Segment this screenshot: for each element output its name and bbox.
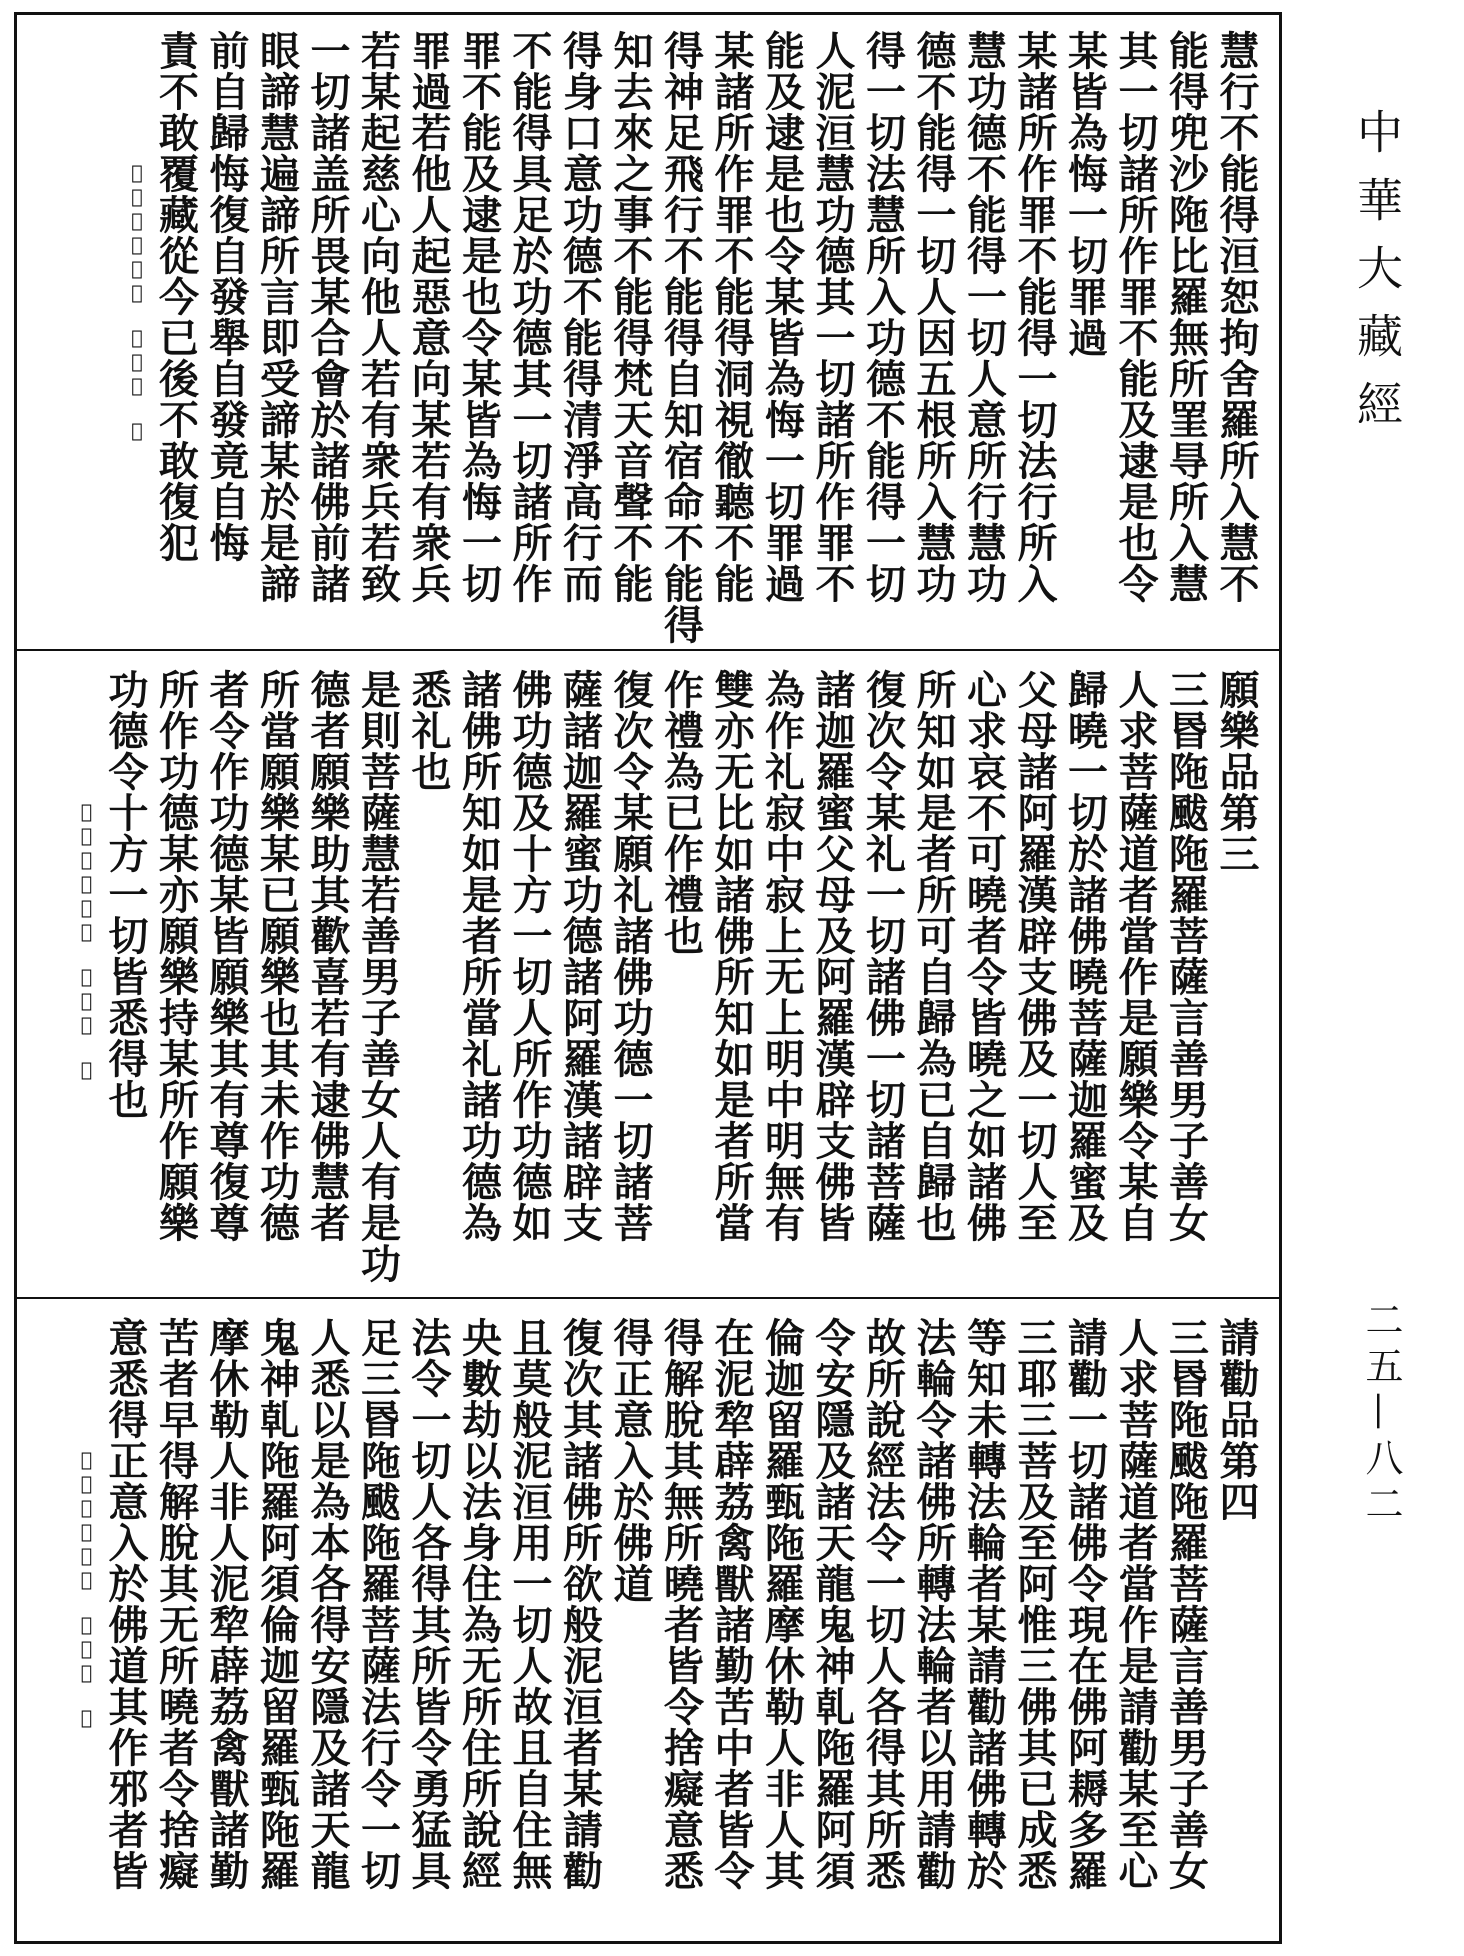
text-column: 所作功德某亦願樂持某所作願樂 xyxy=(152,669,200,1243)
text-column: 三昬陁颰陁羅菩薩言善男子善女 xyxy=(1162,669,1210,1243)
text-column: 功德令十方一切皆悉得也 xyxy=(102,669,149,1120)
margin-note: 𢧐陁羅菩薩經 第五張 念 xyxy=(75,801,98,1083)
text-column: 所當願樂某已願樂也其未作功德 xyxy=(253,669,301,1243)
text-column: 某諸所作罪不能得洞視徹聽不能 xyxy=(708,30,755,604)
text-column: 人悉以是為本各得安隱及諸天龍 xyxy=(304,1317,351,1891)
side-page-number: 二五—八二 xyxy=(1359,1300,1403,1530)
text-column: 在泥犂薜荔禽獸諸勤苦中者皆令 xyxy=(708,1317,755,1891)
text-column: 作禮為已作禮也 xyxy=(657,669,705,956)
text-column: 心求哀不可曉者令皆曉之如諸佛 xyxy=(960,669,1008,1243)
text-column: 能及逮是也令某皆為悔一切罪過 xyxy=(758,30,806,604)
text-column: 得神足飛行不能得自知宿命不能得 xyxy=(657,30,705,645)
text-column: 復次其諸佛所欲般泥洹者某請勸 xyxy=(556,1317,604,1891)
text-column: 三昬陁颰陁羅菩薩言善男子善女 xyxy=(1162,1317,1210,1891)
text-column: 一切諸盖所畏某合會於諸佛前諸 xyxy=(304,30,351,604)
text-column: 足三昬陁颰陁羅菩薩法行令一切 xyxy=(354,1317,402,1891)
text-column: 薩諸迦羅蜜功德諸阿羅漢諸辟支 xyxy=(556,669,604,1243)
text-column: 為作礼寂中寂上无上明中明無有 xyxy=(758,669,806,1243)
text-column: 得身口意功德不能得清淨高行而 xyxy=(556,30,604,604)
text-column: 慧行不能得洹恕拘舍羅所入慧不 xyxy=(1213,30,1260,604)
text-column: 故所說經法令一切人各得其所悉 xyxy=(859,1317,907,1891)
text-column: 諸迦羅蜜父母及阿羅漢辟支佛皆 xyxy=(809,669,856,1243)
sutra-section-1 xyxy=(14,12,1282,649)
text-column: 某皆為悔一切罪過 xyxy=(1061,30,1109,358)
text-column: 所知如是者所可自歸為已自歸也 xyxy=(910,669,957,1243)
text-column: 罪過若他人起惡意向某若有衆兵 xyxy=(405,30,452,604)
text-column: 諸佛所知如是者所當礼諸功德為 xyxy=(455,669,503,1243)
text-column: 慧功德不能得一切人意所行慧功 xyxy=(960,30,1008,604)
text-column: 眼諦慧遍諦所言即受諦某於是諦 xyxy=(253,30,301,604)
text-column: 雙亦无比如諸佛所知如是者所當 xyxy=(708,669,755,1243)
text-column: 得正意入於佛道 xyxy=(607,1317,654,1604)
text-column: 人求菩薩道者當作是請勸某至心 xyxy=(1112,1317,1159,1891)
text-column: 復次令某礼一切諸佛一切諸菩薩 xyxy=(859,669,907,1243)
text-column: 是則菩薩慧若善男子善女人有是功 xyxy=(354,669,402,1284)
margin-note: 𢧐陁羅菩薩經 第四張 念 xyxy=(126,162,148,444)
text-column: 者令作功德某皆願樂其有尊復尊 xyxy=(203,669,250,1243)
side-title: 中華大藏經 xyxy=(1350,108,1404,448)
text-column: 德不能得一切人因五根所入慧功 xyxy=(910,30,957,604)
text-column: 令安隱及諸天龍鬼神乹陁羅阿須 xyxy=(809,1317,856,1891)
text-column: 不能得具足於功德其一切諸所作 xyxy=(506,30,553,604)
text-column: 等知未轉法輪者某請勸諸佛轉於 xyxy=(960,1317,1008,1891)
text-column: 知去來之事不能得梵天音聲不能 xyxy=(607,30,654,604)
text-column: 法輪令諸佛所轉法輪者以用請勸 xyxy=(910,1317,957,1891)
text-column: 歸曉一切於諸佛曉菩薩迦羅蜜及 xyxy=(1061,669,1109,1243)
text-column: 得一切法慧所入功德不能得一切 xyxy=(859,30,907,604)
text-column: 願樂品第三 xyxy=(1213,669,1260,874)
text-column: 摩休勒人非人泥犂薜荔禽獸諸勤 xyxy=(203,1317,250,1891)
text-column: 苦者早得解脫其无所曉者令捨癡 xyxy=(152,1317,200,1891)
text-column: 鬼神乹陁羅阿須倫迦留羅甄陁羅 xyxy=(253,1317,301,1891)
text-column: 責不敢覆藏從今已後不敢復犯 xyxy=(152,30,200,563)
text-column: 得解脫其無所曉者皆令捨癡意悉 xyxy=(657,1317,705,1891)
text-column: 請勸品第四 xyxy=(1213,1317,1260,1522)
text-column: 人泥洹慧功德其一切諸所作罪不 xyxy=(809,30,856,604)
text-column: 復次令某願礼諸佛功德一切諸菩 xyxy=(607,669,654,1243)
text-column: 且莫般泥洹用一切人故且自住無 xyxy=(506,1317,553,1891)
sutra-section-3 xyxy=(14,1299,1282,1944)
sutra-section-2 xyxy=(14,651,1282,1297)
text-column: 人求菩薩道者當作是願樂令某自 xyxy=(1112,669,1159,1243)
text-column: 罪不能及逮是也令某皆為悔一切 xyxy=(455,30,503,604)
text-column: 前自歸悔復自發舉自發竟自悔 xyxy=(203,30,250,563)
text-column: 意悉得正意入於佛道其作邪者皆 xyxy=(102,1317,149,1891)
text-column: 父母諸阿羅漢辟支佛及一切人至 xyxy=(1011,669,1058,1243)
text-column: 央數劫以法身住為无所住所說經 xyxy=(455,1317,503,1891)
text-column: 德者願樂助其歡喜若有逮佛慧者 xyxy=(304,669,351,1243)
text-column: 法令一切人各得其所皆令勇猛具 xyxy=(405,1317,452,1891)
text-column: 某諸所作罪不能得一切法行所入 xyxy=(1011,30,1058,604)
text-column: 能得兜沙陁比羅無所罣㝵所入慧 xyxy=(1162,30,1210,604)
text-column: 其一切諸所作罪不能及逮是也令 xyxy=(1112,30,1159,604)
margin-note: 𢧐陁羅菩薩經 第六張 念 xyxy=(75,1449,98,1731)
text-column: 悉礼也 xyxy=(405,669,452,792)
text-column: 佛功德及十方一切人所作功德如 xyxy=(506,669,553,1243)
text-column: 三耶三菩及至阿惟三佛其已成悉 xyxy=(1011,1317,1058,1891)
text-column: 倫迦留羅甄陁羅摩休勒人非人其 xyxy=(758,1317,806,1891)
text-column: 請勸一切諸佛令現在佛阿耨多羅 xyxy=(1061,1317,1109,1891)
text-column: 若某起慈心向他人若有衆兵若致 xyxy=(354,30,402,604)
